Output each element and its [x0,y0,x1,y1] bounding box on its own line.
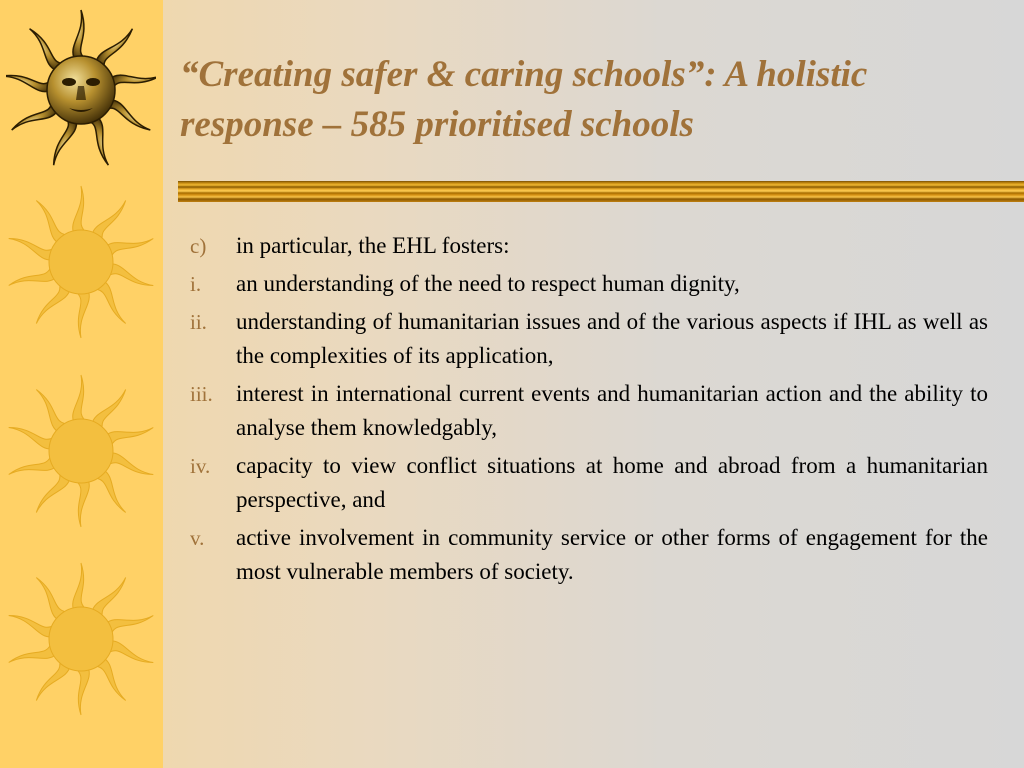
list-item-text: capacity to view conflict situations at home and abroad from a humanitarian perspective, and [236,453,988,512]
sun-icon [2,560,160,718]
sun-icon [2,372,160,530]
list-item-text: active involvement in community service or other forms of engagement for the most vulnerable members of society. [236,525,988,584]
bullet-list [190,229,988,593]
list-item-text: in particular, the EHL fosters: [236,233,510,258]
list-item [190,229,988,263]
list-item-text: an understanding of the need to respect human dignity, [236,271,740,296]
list-item [190,449,988,517]
list-item [190,305,988,373]
list-marker: iii. [190,382,213,406]
list-item [190,377,988,445]
slide-title: “Creating safer & caring schools”: A holistic response – 585 prioritised schools [180,54,868,145]
list-item [190,521,988,589]
title-divider [178,181,1024,202]
list-item [190,267,988,301]
list-marker: i. [190,272,202,296]
list-marker: c) [190,234,207,258]
list-marker: ii. [190,310,207,334]
list-item-text: interest in international current events and humanitarian action and the ability to analyse them knowledgably, [236,381,988,440]
list-item-text: understanding of humanitarian issues and of the various aspects if IHL as well as the complexities of its application, [236,309,988,368]
sun-icon [2,183,160,341]
decorative-sidebar [0,0,163,768]
list-marker: iv. [190,454,211,478]
sun-face-icon [6,8,156,173]
list-marker: v. [190,526,205,550]
